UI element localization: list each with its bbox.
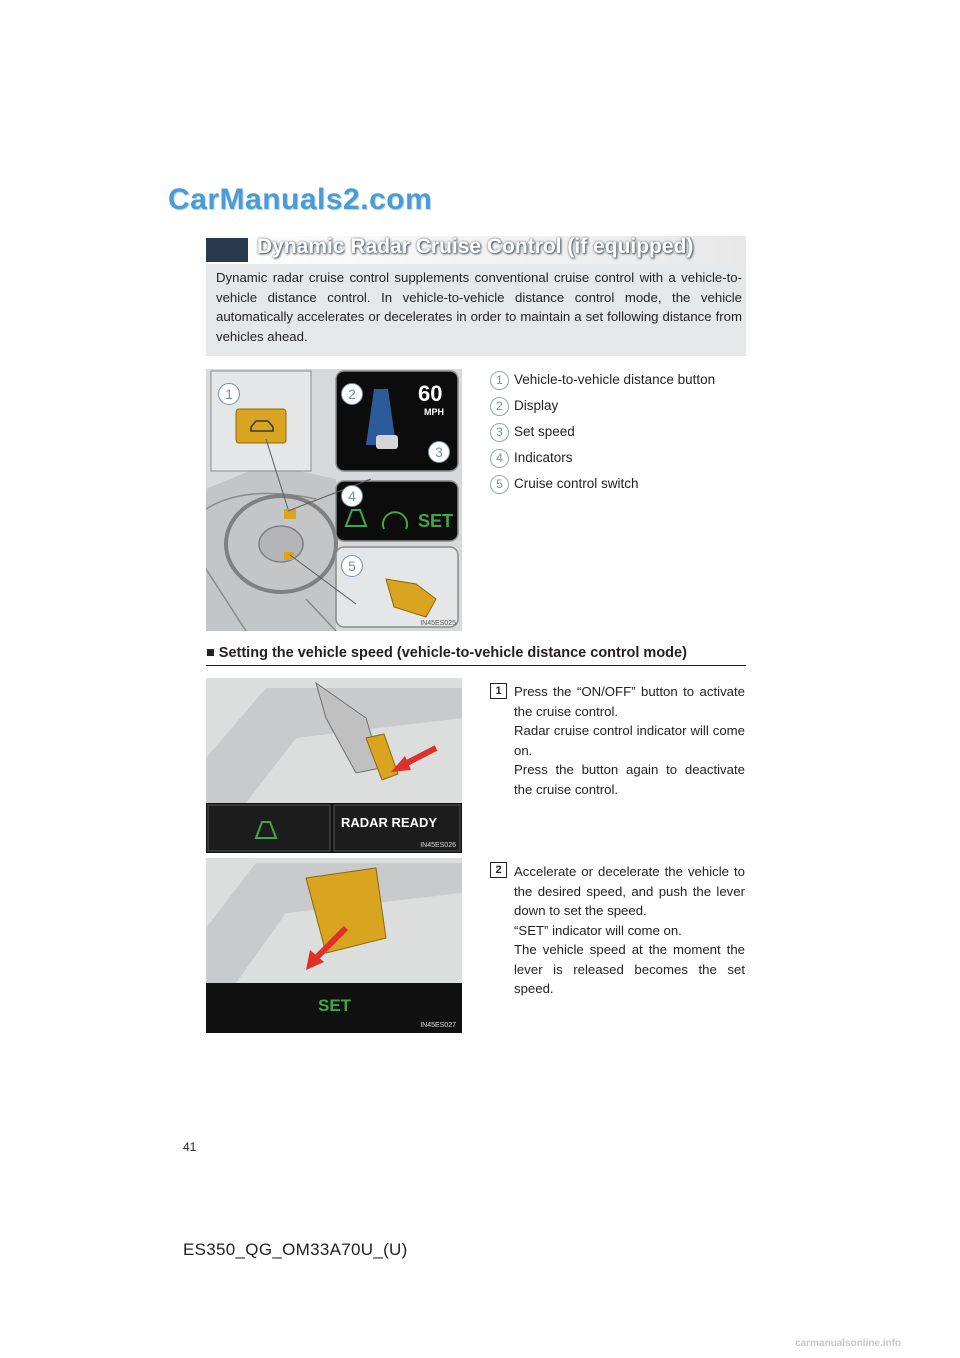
figure-marker: 4 [341, 485, 363, 507]
step-line: Press the “ON/OFF” button to activate the cruise control. [514, 684, 745, 719]
section-title: Dynamic Radar Cruise Control (if equipped) [257, 235, 694, 258]
step-number: 1 [490, 683, 507, 699]
step-text [514, 862, 745, 999]
title-block [206, 238, 248, 262]
on-off-illustration [206, 678, 462, 853]
step-number: 2 [490, 862, 507, 878]
step-line: The vehicle speed at the moment the lever is released becomes the set speed. [514, 942, 745, 996]
callout-label: Cruise control switch [514, 476, 639, 491]
callout-number: 3 [490, 423, 509, 442]
footer-code: ES350_QG_OM33A70U_(U) [183, 1240, 408, 1259]
page-number: 41 [183, 1140, 197, 1154]
set-lever-illustration [206, 858, 462, 1033]
step-line: “SET” indicator will come on. [514, 922, 682, 938]
callout-number: 2 [490, 397, 509, 416]
set-display-text: SET [318, 996, 352, 1015]
figure-marker: 5 [341, 555, 363, 577]
watermark-bottom: carmanualsonline.info [795, 1338, 902, 1349]
figure-marker: 3 [428, 441, 450, 463]
figure-marker: 2 [341, 383, 363, 405]
sub-heading: ■ Setting the vehicle speed (vehicle-to-vehicle distance control mode) [206, 645, 746, 666]
speed-unit: MPH [424, 407, 444, 417]
cockpit-illustration [206, 369, 462, 631]
callout-number: 5 [490, 475, 509, 494]
set-indicator: SET [418, 511, 454, 531]
radar-ready-text: RADAR READY [341, 815, 438, 830]
step-line: Accelerate or decelerate the vehicle to the desired speed, and push the lever down to set the speed. [514, 864, 745, 918]
step-line: Press the button again to deactivate the cruise control. [514, 762, 745, 797]
figure-code: IN45ES027 [420, 1022, 456, 1029]
callout-label: Display [514, 398, 559, 413]
speed-value: 60 [418, 381, 443, 406]
watermark-top: CarManuals2.com [168, 183, 433, 216]
callout-label: Set speed [514, 424, 575, 439]
figure-code: IN45ES025 [420, 620, 456, 627]
callout-label: Vehicle-to-vehicle distance button [514, 372, 716, 387]
step-text [514, 682, 745, 799]
figure-marker: 1 [218, 383, 240, 405]
callout-number: 1 [490, 371, 509, 390]
step-line: Radar cruise control indicator will come on. [514, 723, 745, 758]
figure-code: IN45ES026 [420, 842, 456, 849]
callout-number: 4 [490, 449, 509, 468]
callout-label: Indicators [514, 450, 573, 465]
intro-text: Dynamic radar cruise control supplements conventional cruise control with a vehicle-to-vehicle distance control. In vehicle-to-vehicle distance control mode, the vehicle automatically accelerates or decelerates in order to maintain a set following distance from vehicles ahead. [216, 270, 742, 344]
